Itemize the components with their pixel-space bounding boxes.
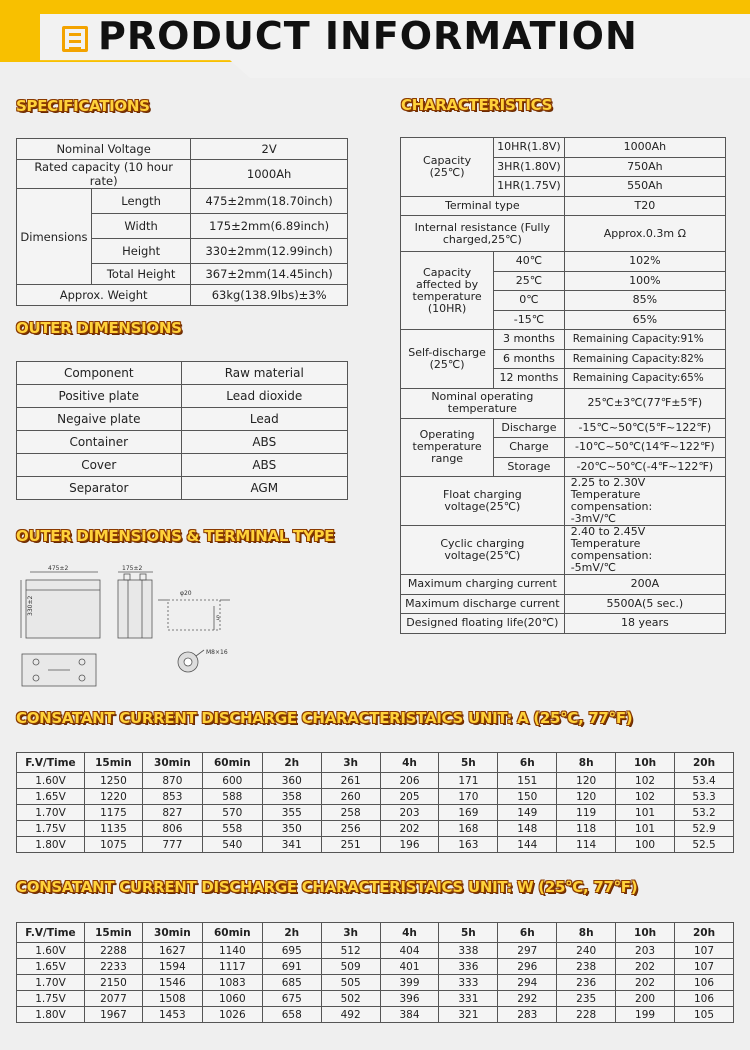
material-cell: ABS xyxy=(181,431,347,454)
self-discharge-value: Remaining Capacity:65% xyxy=(564,369,725,389)
discharge-value-cell: 1140 xyxy=(202,943,262,959)
final-voltage-cell: 1.60V xyxy=(17,943,85,959)
discharge-value-cell: 2077 xyxy=(84,991,142,1007)
column-header: 5h xyxy=(439,753,498,773)
discharge-value-cell: 695 xyxy=(262,943,321,959)
material-cell: Lead dioxide xyxy=(181,385,347,408)
column-header: F.V/Time xyxy=(17,923,85,943)
final-voltage-cell: 1.75V xyxy=(17,821,85,837)
discharge-value-cell: 336 xyxy=(439,959,498,975)
discharge-value-cell: 685 xyxy=(262,975,321,991)
discharge-value-cell: 53.2 xyxy=(675,805,734,821)
discharge-value-cell: 102 xyxy=(616,773,675,789)
capacity-rate: 10HR(1.8V) xyxy=(494,138,565,158)
discharge-value-cell: 1026 xyxy=(202,1007,262,1023)
discharge-value-cell: 1175 xyxy=(84,805,142,821)
length-dimension: 475±2 xyxy=(48,565,69,572)
discharge-value-cell: 105 xyxy=(675,1007,734,1023)
discharge-value-cell: 1546 xyxy=(142,975,202,991)
section-title-discharge-w: CONSATANT CURRENT DISCHARGE CHARACTERISTAICS UNIT: W (25°C, 77°F) xyxy=(16,878,638,896)
table-row xyxy=(401,252,726,272)
discharge-value-cell: 283 xyxy=(498,1007,557,1023)
column-header: 2h xyxy=(262,753,321,773)
table-header-row xyxy=(17,753,734,773)
discharge-value-cell: 206 xyxy=(380,773,439,789)
discharge-value-cell: 203 xyxy=(380,805,439,821)
max-discharge-label: Maximum discharge current xyxy=(401,594,565,614)
capacity-rate: 1HR(1.75V) xyxy=(494,177,565,197)
temperature-capacity-label: Capacity affected by temperature (10HR) xyxy=(401,252,494,330)
column-header: 10h xyxy=(616,753,675,773)
outer-dimensions-table xyxy=(16,361,348,500)
discharge-value-cell: 399 xyxy=(380,975,439,991)
table-row xyxy=(17,454,348,477)
discharge-value-cell: 251 xyxy=(321,837,380,853)
final-voltage-cell: 1.70V xyxy=(17,975,85,991)
column-header: 15min xyxy=(84,753,142,773)
self-discharge-period: 3 months xyxy=(494,330,565,350)
table-row xyxy=(401,526,726,575)
weight-label: Approx. Weight xyxy=(17,285,191,306)
max-charge-value: 200A xyxy=(564,575,725,595)
table-row xyxy=(17,477,348,500)
cyclic-voltage-value xyxy=(564,526,725,575)
total-height-value: 367±2mm(14.45inch) xyxy=(191,264,348,285)
column-header: F.V/Time xyxy=(17,753,85,773)
discharge-value-cell: 338 xyxy=(439,943,498,959)
max-charge-label: Maximum charging current xyxy=(401,575,565,595)
column-header: 4h xyxy=(380,923,439,943)
discharge-value-cell: 171 xyxy=(439,773,498,789)
operating-range-label: Operating temperature range xyxy=(401,418,494,477)
total-height-label: Total Height xyxy=(91,264,190,285)
column-header: 8h xyxy=(557,753,616,773)
operating-mode: Charge xyxy=(494,438,565,458)
discharge-value-cell: 1250 xyxy=(84,773,142,789)
column-header: 60min xyxy=(202,923,262,943)
table-row xyxy=(401,388,726,418)
column-header: 10h xyxy=(616,923,675,943)
discharge-value-cell: 205 xyxy=(380,789,439,805)
column-header: 6h xyxy=(498,753,557,773)
discharge-value-cell: 404 xyxy=(380,943,439,959)
discharge-value-cell: 52.5 xyxy=(675,837,734,853)
discharge-value-cell: 106 xyxy=(675,975,734,991)
table-header-row xyxy=(17,923,734,943)
operating-range-value: -20℃~50℃(-4℉~122℉) xyxy=(564,457,725,477)
discharge-value-cell: 492 xyxy=(321,1007,380,1023)
discharge-value-cell: 151 xyxy=(498,773,557,789)
discharge-value-cell: 114 xyxy=(557,837,616,853)
table-row xyxy=(17,189,348,214)
characteristics-table xyxy=(400,137,726,634)
discharge-value-cell: 1508 xyxy=(142,991,202,1007)
discharge-value-cell: 292 xyxy=(498,991,557,1007)
discharge-value-cell: 777 xyxy=(142,837,202,853)
temperature-capacity-value: 100% xyxy=(564,271,725,291)
discharge-value-cell: 53.3 xyxy=(675,789,734,805)
discharge-value-cell: 658 xyxy=(262,1007,321,1023)
bolt-spec: M8×16 xyxy=(206,649,228,656)
discharge-value-cell: 540 xyxy=(202,837,262,853)
nominal-temperature-label: Nominal operating temperature xyxy=(401,388,565,418)
component-cell: Cover xyxy=(17,454,182,477)
discharge-value-cell: 260 xyxy=(321,789,380,805)
discharge-value-cell: 333 xyxy=(439,975,498,991)
discharge-value-cell: 199 xyxy=(616,1007,675,1023)
table-row xyxy=(17,1007,734,1023)
table-row xyxy=(17,385,348,408)
discharge-value-cell: 2288 xyxy=(84,943,142,959)
column-header: 8h xyxy=(557,923,616,943)
discharge-value-cell: 600 xyxy=(202,773,262,789)
list-icon xyxy=(62,26,88,52)
discharge-value-cell: 827 xyxy=(142,805,202,821)
table-row xyxy=(17,975,734,991)
table-row xyxy=(17,943,734,959)
capacity-rate: 3HR(1.80V) xyxy=(494,157,565,177)
table-row xyxy=(17,837,734,853)
table-row xyxy=(17,789,734,805)
table-row xyxy=(17,805,734,821)
section-title-specifications: SPECIFICATIONS xyxy=(16,97,150,115)
temperature-cell: 0℃ xyxy=(494,291,565,311)
self-discharge-period: 12 months xyxy=(494,369,565,389)
discharge-value-cell: 870 xyxy=(142,773,202,789)
discharge-value-cell: 331 xyxy=(439,991,498,1007)
discharge-value-cell: 691 xyxy=(262,959,321,975)
float-compensation-label: Temperature compensation: xyxy=(570,488,653,513)
cyclic-voltage-range: 2.40 to 2.45V xyxy=(570,525,646,538)
final-voltage-cell: 1.80V xyxy=(17,1007,85,1023)
component-cell: Negaive plate xyxy=(17,408,182,431)
rated-capacity-value: 1000Ah xyxy=(191,160,348,189)
discharge-value-cell: 149 xyxy=(498,805,557,821)
weight-value: 63kg(138.9lbs)±3% xyxy=(191,285,348,306)
width-label: Width xyxy=(91,214,190,239)
self-discharge-period: 6 months xyxy=(494,349,565,369)
temperature-cell: 25℃ xyxy=(494,271,565,291)
page-title: PRODUCT INFORMATION xyxy=(98,14,638,58)
discharge-value-cell: 203 xyxy=(616,943,675,959)
column-header: 2h xyxy=(262,923,321,943)
table-row xyxy=(17,773,734,789)
discharge-value-cell: 401 xyxy=(380,959,439,975)
capacity-label: Capacity (25℃) xyxy=(401,138,494,197)
discharge-value-cell: 296 xyxy=(498,959,557,975)
discharge-value-cell: 360 xyxy=(262,773,321,789)
discharge-value-cell: 358 xyxy=(262,789,321,805)
table-row xyxy=(17,160,348,189)
discharge-value-cell: 570 xyxy=(202,805,262,821)
length-label: Length xyxy=(91,189,190,214)
discharge-value-cell: 101 xyxy=(616,821,675,837)
operating-mode: Discharge xyxy=(494,418,565,438)
discharge-value-cell: 509 xyxy=(321,959,380,975)
discharge-value-cell: 169 xyxy=(439,805,498,821)
table-row xyxy=(17,431,348,454)
discharge-value-cell: 2150 xyxy=(84,975,142,991)
discharge-value-cell: 1594 xyxy=(142,959,202,975)
discharge-value-cell: 258 xyxy=(321,805,380,821)
max-discharge-value: 5500A(5 sec.) xyxy=(564,594,725,614)
column-header: 20h xyxy=(675,753,734,773)
discharge-value-cell: 168 xyxy=(439,821,498,837)
design-life-value: 18 years xyxy=(564,614,725,634)
section-title-characteristics: CHARACTERISTICS xyxy=(401,96,553,114)
capacity-value: 550Ah xyxy=(564,177,725,197)
float-voltage-range: 2.25 to 2.30V xyxy=(570,476,646,489)
discharge-value-cell: 236 xyxy=(557,975,616,991)
width-dimension: 175±2 xyxy=(122,565,143,572)
discharge-value-cell: 806 xyxy=(142,821,202,837)
material-cell: AGM xyxy=(181,477,347,500)
float-voltage-value xyxy=(564,477,725,526)
column-header: 6h xyxy=(498,923,557,943)
discharge-value-cell: 107 xyxy=(675,943,734,959)
discharge-value-cell: 1117 xyxy=(202,959,262,975)
discharge-value-cell: 118 xyxy=(557,821,616,837)
table-row xyxy=(401,138,726,158)
table-row xyxy=(401,196,726,216)
discharge-value-cell: 119 xyxy=(557,805,616,821)
column-header: 15min xyxy=(84,923,142,943)
discharge-value-cell: 505 xyxy=(321,975,380,991)
float-compensation-value: -3mV/℃ xyxy=(570,512,616,525)
section-title-outer-dimensions: OUTER DIMENSIONS xyxy=(16,319,182,337)
discharge-value-cell: 558 xyxy=(202,821,262,837)
discharge-value-cell: 202 xyxy=(380,821,439,837)
discharge-value-cell: 1627 xyxy=(142,943,202,959)
cyclic-compensation-value: -5mV/℃ xyxy=(570,561,616,574)
discharge-value-cell: 202 xyxy=(616,975,675,991)
table-row xyxy=(401,594,726,614)
table-row xyxy=(401,614,726,634)
discharge-value-cell: 100 xyxy=(616,837,675,853)
final-voltage-cell: 1.80V xyxy=(17,837,85,853)
table-row xyxy=(17,139,348,160)
table-row xyxy=(401,330,726,350)
column-header: 30min xyxy=(142,923,202,943)
discharge-value-cell: 200 xyxy=(616,991,675,1007)
table-header-row xyxy=(17,362,348,385)
discharge-value-cell: 170 xyxy=(439,789,498,805)
table-row xyxy=(17,285,348,306)
discharge-value-cell: 350 xyxy=(262,821,321,837)
temperature-cell: -15℃ xyxy=(494,310,565,330)
discharge-value-cell: 341 xyxy=(262,837,321,853)
discharge-value-cell: 163 xyxy=(439,837,498,853)
discharge-value-cell: 240 xyxy=(557,943,616,959)
discharge-value-cell: 120 xyxy=(557,789,616,805)
terminal-value: T20 xyxy=(564,196,725,216)
column-header: 3h xyxy=(321,923,380,943)
discharge-value-cell: 502 xyxy=(321,991,380,1007)
final-voltage-cell: 1.60V xyxy=(17,773,85,789)
table-row xyxy=(401,216,726,252)
discharge-value-cell: 853 xyxy=(142,789,202,805)
temperature-cell: 40℃ xyxy=(494,252,565,272)
discharge-value-cell: 2233 xyxy=(84,959,142,975)
column-header: 3h xyxy=(321,753,380,773)
final-voltage-cell: 1.75V xyxy=(17,991,85,1007)
discharge-value-cell: 675 xyxy=(262,991,321,1007)
discharge-value-cell: 396 xyxy=(380,991,439,1007)
column-header: Raw material xyxy=(181,362,347,385)
discharge-value-cell: 53.4 xyxy=(675,773,734,789)
nominal-voltage-label: Nominal Voltage xyxy=(17,139,191,160)
capacity-value: 750Ah xyxy=(564,157,725,177)
design-life-label: Designed floating life(20℃) xyxy=(401,614,565,634)
discharge-value-cell: 355 xyxy=(262,805,321,821)
table-row xyxy=(17,821,734,837)
discharge-value-cell: 256 xyxy=(321,821,380,837)
internal-resistance-label: Internal resistance (Fully charged,25℃) xyxy=(401,216,565,252)
discharge-value-cell: 228 xyxy=(557,1007,616,1023)
discharge-value-cell: 1075 xyxy=(84,837,142,853)
discharge-value-cell: 107 xyxy=(675,959,734,975)
discharge-value-cell: 1453 xyxy=(142,1007,202,1023)
column-header: 4h xyxy=(380,753,439,773)
header-banner xyxy=(0,0,750,78)
operating-mode: Storage xyxy=(494,457,565,477)
discharge-value-cell: 1060 xyxy=(202,991,262,1007)
float-voltage-label: Float charging voltage(25℃) xyxy=(401,477,565,526)
nominal-temperature-value: 25℃±3℃(77℉±5℉) xyxy=(564,388,725,418)
final-voltage-cell: 1.70V xyxy=(17,805,85,821)
material-cell: Lead xyxy=(181,408,347,431)
height-dimension: 330±2 xyxy=(27,595,34,616)
discharge-value-cell: 1220 xyxy=(84,789,142,805)
terminal-label: Terminal type xyxy=(401,196,565,216)
width-value: 175±2mm(6.89inch) xyxy=(191,214,348,239)
final-voltage-cell: 1.65V xyxy=(17,789,85,805)
discharge-value-cell: 196 xyxy=(380,837,439,853)
section-title-discharge-a: CONSATANT CURRENT DISCHARGE CHARACTERISTAICS UNIT: A (25°C, 77°F) xyxy=(16,709,633,727)
nominal-voltage-value: 2V xyxy=(191,139,348,160)
temperature-capacity-value: 85% xyxy=(564,291,725,311)
column-header: 20h xyxy=(675,923,734,943)
discharge-value-cell: 52.9 xyxy=(675,821,734,837)
discharge-value-cell: 384 xyxy=(380,1007,439,1023)
terminal-diameter: φ20 xyxy=(180,590,192,597)
capacity-value: 1000Ah xyxy=(564,138,725,158)
material-cell: ABS xyxy=(181,454,347,477)
discharge-value-cell: 235 xyxy=(557,991,616,1007)
self-discharge-label: Self-discharge (25℃) xyxy=(401,330,494,389)
discharge-table-a xyxy=(16,752,734,853)
length-value: 475±2mm(18.70inch) xyxy=(191,189,348,214)
discharge-value-cell: 261 xyxy=(321,773,380,789)
discharge-value-cell: 101 xyxy=(616,805,675,821)
discharge-value-cell: 102 xyxy=(616,789,675,805)
discharge-value-cell: 150 xyxy=(498,789,557,805)
component-cell: Separator xyxy=(17,477,182,500)
table-row xyxy=(401,477,726,526)
internal-resistance-value: Approx.0.3m Ω xyxy=(564,216,725,252)
discharge-value-cell: 588 xyxy=(202,789,262,805)
discharge-value-cell: 1967 xyxy=(84,1007,142,1023)
column-header: 60min xyxy=(202,753,262,773)
height-label: Height xyxy=(91,239,190,264)
temperature-capacity-value: 102% xyxy=(564,252,725,272)
temperature-capacity-value: 65% xyxy=(564,310,725,330)
self-discharge-value: Remaining Capacity:91% xyxy=(564,330,725,350)
operating-range-value: -10℃~50℃(14℉~122℉) xyxy=(564,438,725,458)
discharge-value-cell: 238 xyxy=(557,959,616,975)
dimensions-label: Dimensions xyxy=(17,189,92,285)
discharge-value-cell: 294 xyxy=(498,975,557,991)
discharge-value-cell: 321 xyxy=(439,1007,498,1023)
specifications-table xyxy=(16,138,348,306)
discharge-value-cell: 148 xyxy=(498,821,557,837)
discharge-value-cell: 144 xyxy=(498,837,557,853)
height-value: 330±2mm(12.99inch) xyxy=(191,239,348,264)
column-header: Component xyxy=(17,362,182,385)
discharge-value-cell: 120 xyxy=(557,773,616,789)
discharge-value-cell: 297 xyxy=(498,943,557,959)
table-row xyxy=(401,418,726,438)
column-header: 30min xyxy=(142,753,202,773)
column-header: 5h xyxy=(439,923,498,943)
component-cell: Positive plate xyxy=(17,385,182,408)
component-cell: Container xyxy=(17,431,182,454)
discharge-value-cell: 1135 xyxy=(84,821,142,837)
terminal-depth: 5 xyxy=(216,615,220,622)
final-voltage-cell: 1.65V xyxy=(17,959,85,975)
discharge-value-cell: 1083 xyxy=(202,975,262,991)
rated-capacity-label: Rated capacity (10 hour rate) xyxy=(17,160,191,189)
table-row xyxy=(401,575,726,595)
self-discharge-value: Remaining Capacity:82% xyxy=(564,349,725,369)
discharge-value-cell: 106 xyxy=(675,991,734,1007)
cyclic-compensation-label: Temperature compensation: xyxy=(570,537,653,562)
section-title-outer-terminal: OUTER DIMENSIONS & TERMINAL TYPE xyxy=(16,527,335,545)
battery-technical-drawing xyxy=(18,562,248,692)
operating-range-value: -15℃~50℃(5℉~122℉) xyxy=(564,418,725,438)
discharge-value-cell: 512 xyxy=(321,943,380,959)
cyclic-voltage-label: Cyclic charging voltage(25℃) xyxy=(401,526,565,575)
table-row xyxy=(17,408,348,431)
table-row xyxy=(17,959,734,975)
discharge-table-w xyxy=(16,922,734,1023)
discharge-value-cell: 202 xyxy=(616,959,675,975)
table-row xyxy=(17,991,734,1007)
